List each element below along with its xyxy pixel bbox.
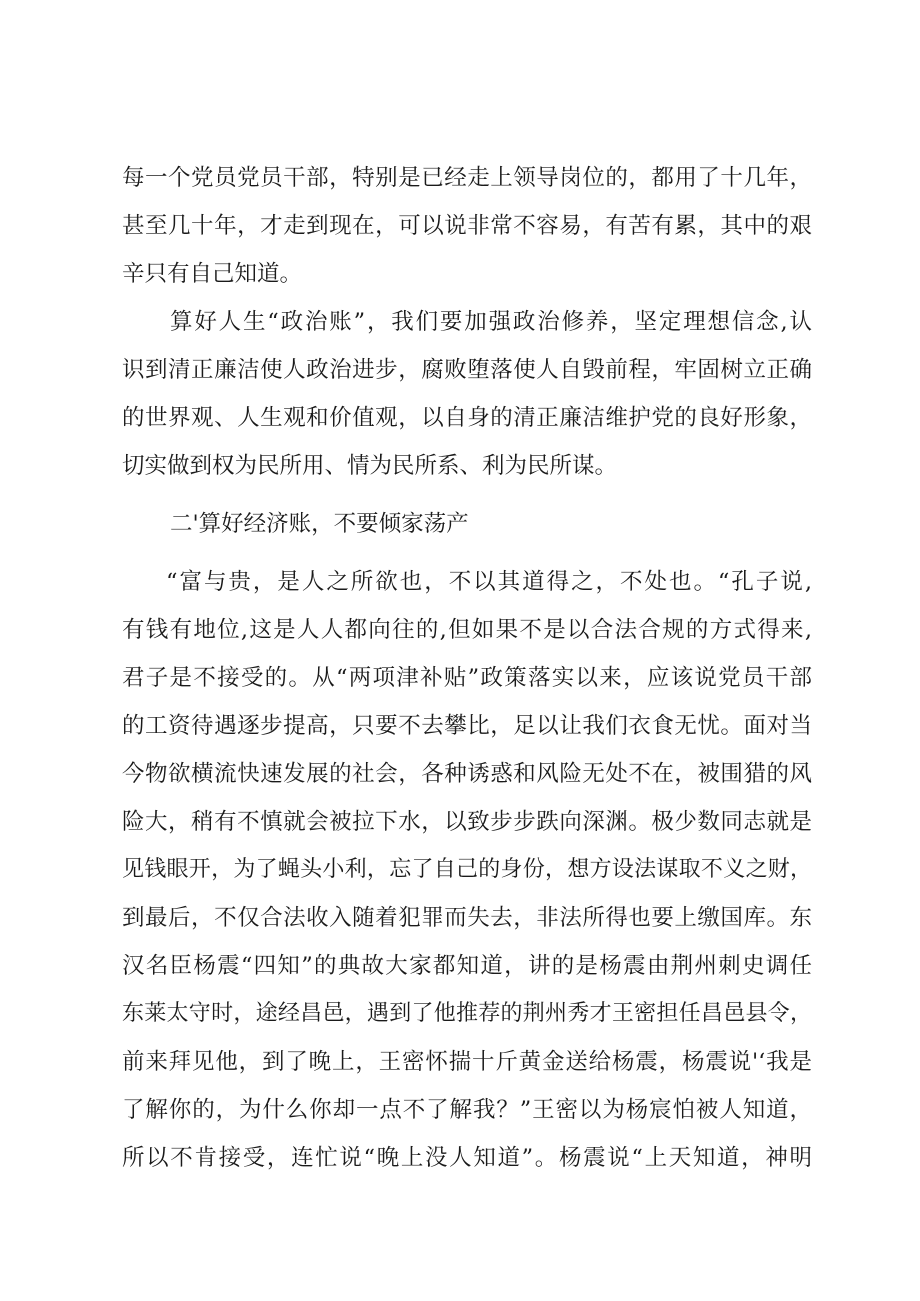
section-heading: [122, 490, 812, 558]
text-line: 每一个党员党员干部，特别是已经走上领导岗位的，都用了十几年，: [122, 165, 812, 191]
text-line: 有钱有地位,这是人人都向往的,但如果不是以合法合规的方式得来,: [122, 617, 812, 643]
text-line: “富与贵，是人之所欲也，不以其道得之，不处也。“孔子说,: [166, 569, 812, 595]
text-line: 切实做到权为民所用、情为民所系、利为民所谋。: [122, 453, 618, 479]
paragraph-economic-account: [122, 558, 812, 1182]
text-line: 辛只有自己知道。: [122, 261, 303, 287]
section-heading-text: 二'算好经济账，不要倾家荡产: [170, 511, 469, 537]
text-line: 到最后，不仅合法收入随着犯罪而失去，非法所得也要上缴国库。东: [122, 905, 812, 931]
text-line: 甚至几十年，才走到现在，可以说非常不容易，有苦有累，其中的艰: [122, 213, 812, 239]
text-line: 的工资待遇逐步提高，只要不去攀比，足以让我们衣食无忧。面对当: [122, 713, 812, 739]
paragraph-political-account: [122, 298, 812, 490]
text-line: 今物欲横流快速发展的社会，各种诱惑和风险无处不在，被围猎的风: [122, 761, 812, 787]
text-line: 君子是不接受的。从“两项津补贴”政策落实以来，应该说党员干部: [122, 665, 812, 691]
text-line: 识到清正廉洁使人政治进步，腐败堕落使人自毁前程，牢固树立正确: [122, 357, 812, 383]
paragraph-continuation: [122, 154, 812, 298]
text-line: 所以不肯接受，连忙说“晚上没人知道”。杨震说“上天知道，神明: [122, 1145, 812, 1171]
text-line: 东莱太守时，途经昌邑，遇到了他推荐的荆州秀才王密担任昌邑县令，: [122, 1001, 812, 1026]
text-line: 了解你的，为什么你却一点不了解我？”王密以为杨宸怕被人知道，: [122, 1097, 812, 1123]
document-body: [122, 154, 812, 1182]
text-line: 见钱眼开，为了蝇头小利，忘了自己的身份，想方设法谋取不义之财，: [122, 857, 812, 882]
text-line: 汉名臣杨震“四知”的典故大家都知道，讲的是杨震由荆州刺史调任: [122, 953, 812, 979]
text-line: 险大，稍有不慎就会被拉下水，以致步步跌向深渊。极少数同志就是: [122, 809, 812, 835]
text-line: 前来拜见他，到了晚上，王密怀揣十斤黄金送给杨震，杨震说'‘我是: [122, 1049, 812, 1075]
text-line: 算好人生“政治账”，我们要加强政治修养，坚定理想信念,认: [170, 309, 812, 335]
text-line: 的世界观、人生观和价值观，以自身的清正廉洁维护党的良好形象，: [122, 405, 812, 431]
